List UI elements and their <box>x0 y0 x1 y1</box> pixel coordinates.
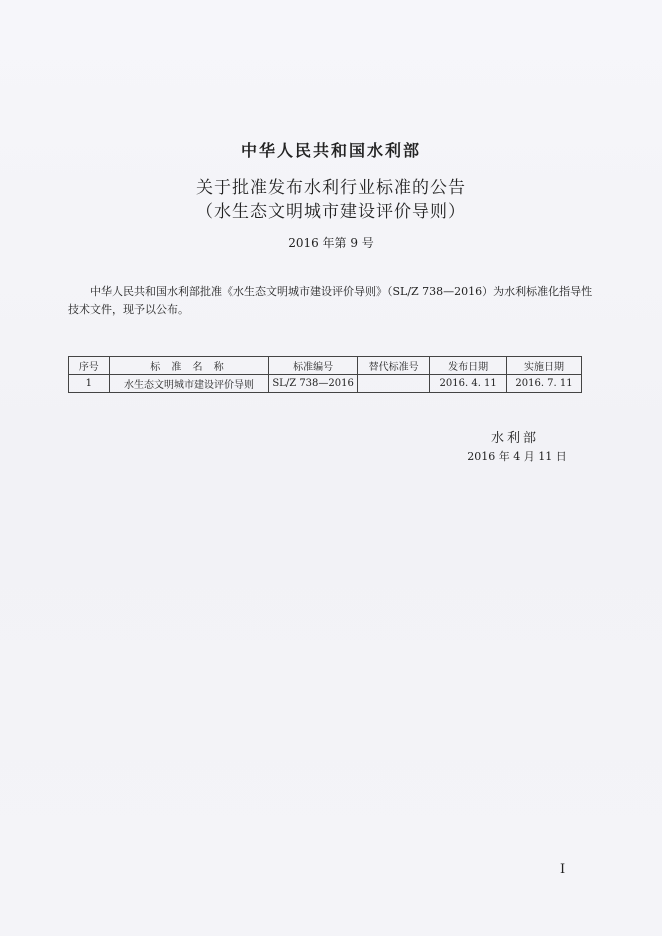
ministry-name: 中华人民共和国水利部 <box>240 141 421 160</box>
header-publish-date: 发布日期 <box>430 357 507 375</box>
header-effective-date: 实施日期 <box>507 357 582 375</box>
header-name: 标 准 名 称 <box>109 357 269 375</box>
cell-seq: 1 <box>69 375 110 393</box>
cell-replaced <box>357 375 429 393</box>
table-header-row <box>69 357 582 375</box>
header-replaced: 替代标准号 <box>357 357 429 375</box>
standards-table <box>68 356 582 393</box>
page-number: I <box>560 862 566 877</box>
table-row <box>69 375 582 393</box>
announcement-title: 关于批准发布水利行业标准的公告 <box>196 178 466 198</box>
signature-date: 2016 年 4 月 11 日 <box>467 450 567 463</box>
header-seq: 序号 <box>69 357 110 375</box>
signature-org: 水利部 <box>490 431 539 446</box>
announcement-body: 中华人民共和国水利部批准《水生态文明城市建设评价导则》（SL/Z 738—2016）为水利标准化指导性技术文件，现予以公布。 <box>68 285 593 316</box>
cell-code: SL/Z 738—2016 <box>269 375 358 393</box>
cell-effective-date: 2016. 7. 11 <box>507 375 582 393</box>
header-code: 标准编号 <box>269 357 358 375</box>
cell-name: 水生态文明城市建设评价导则 <box>109 375 269 393</box>
issue-number: 2016 年第 9 号 <box>288 236 374 250</box>
announcement-subtitle: （水生态文明城市建设评价导则） <box>196 202 466 222</box>
cell-publish-date: 2016. 4. 11 <box>430 375 507 393</box>
